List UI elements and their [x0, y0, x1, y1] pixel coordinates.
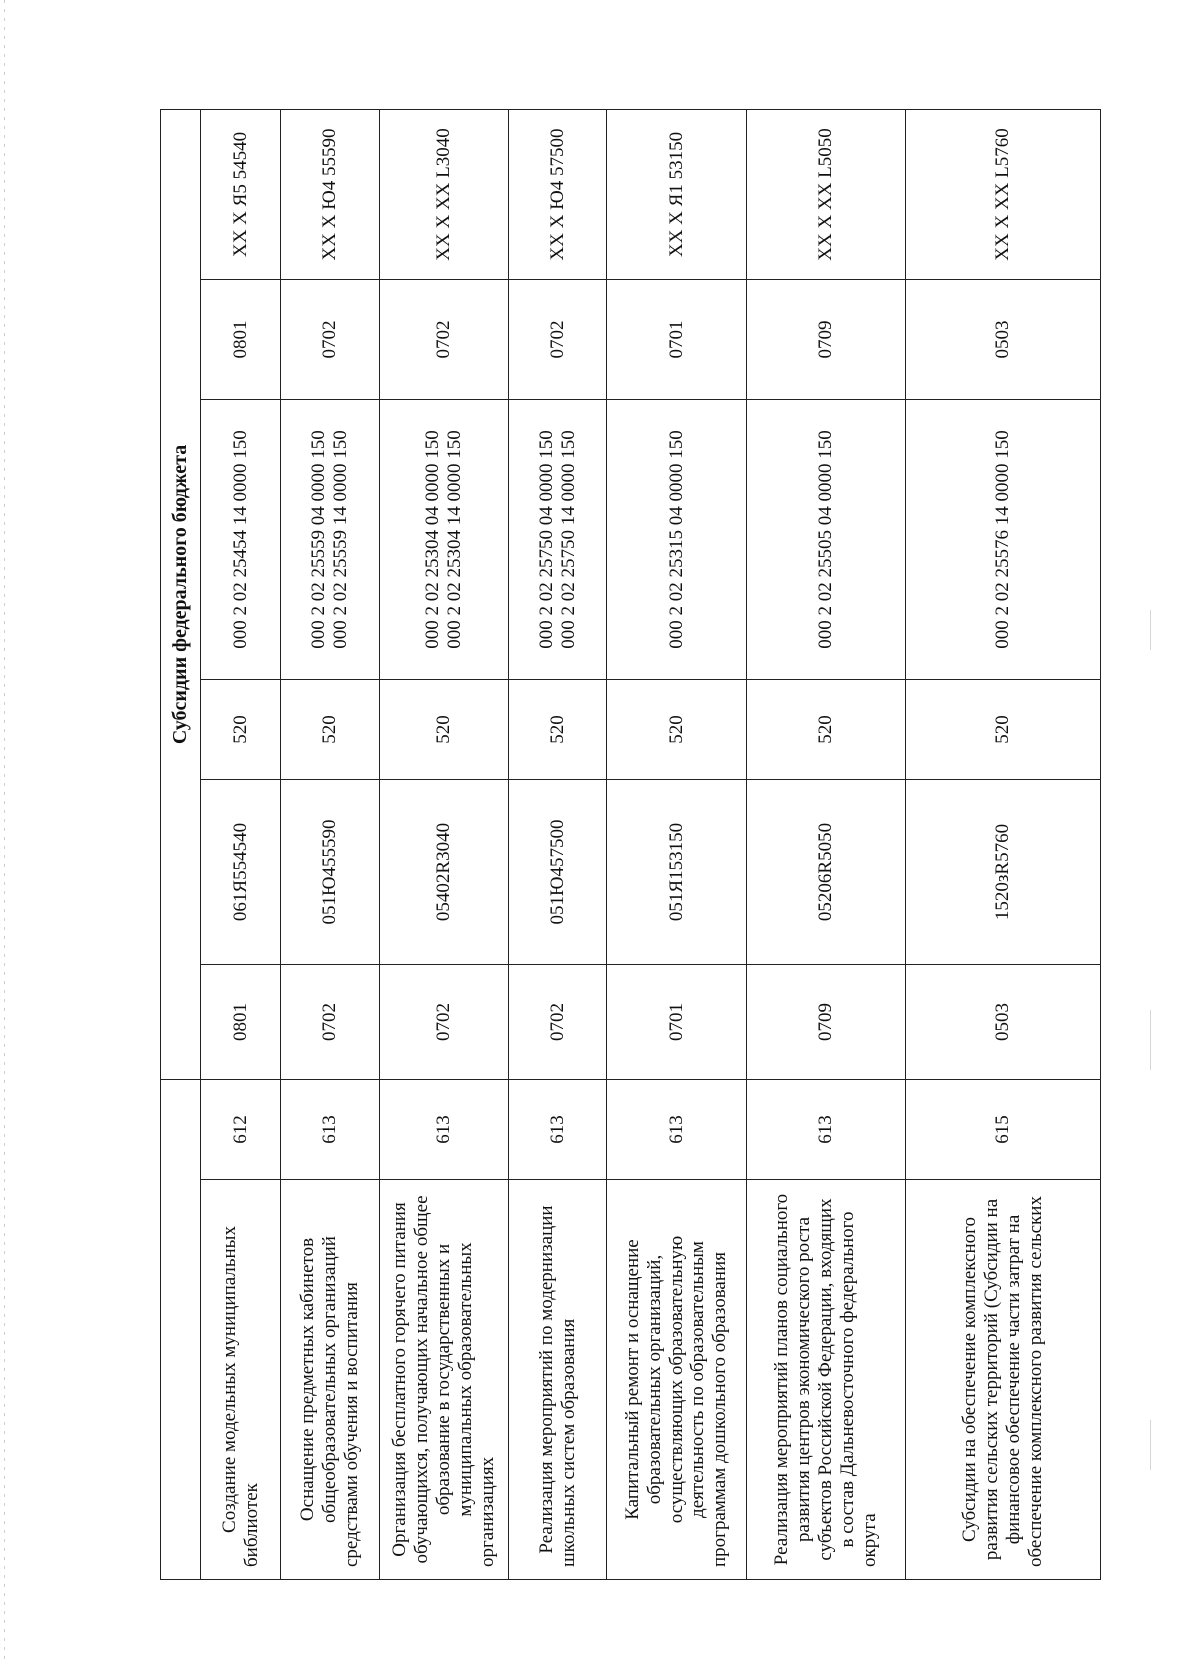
row-code3: 520	[906, 680, 1101, 780]
rotated-page-content	[160, 110, 1100, 1580]
row-target: 051Ю455590	[281, 780, 380, 965]
row-code2: 0709	[747, 965, 906, 1080]
subsidies-table	[160, 109, 1101, 1580]
row-kbk	[380, 400, 509, 680]
page-scan-mark	[1150, 610, 1151, 650]
row-code1: 613	[281, 1080, 380, 1180]
row-kbk-line: 000 2 02 25304 14 0000 150	[444, 430, 465, 649]
header-spacer	[161, 1080, 201, 1580]
row-description: Организация бесплатного горячего питания обучающихся, получающих начальное общее образование в государственных и муниципальных образовательных организациях	[380, 1180, 509, 1580]
page-scan-mark	[1150, 1420, 1151, 1470]
row-description: Капитальный ремонт и оснащение образовательных организаций, осуществляющих образовательную деятельность по образовательным программам дошкольного образования	[607, 1180, 747, 1580]
row-kbk	[607, 400, 747, 680]
row-code5: XX X Ю4 55590	[281, 109, 380, 279]
table-row	[201, 109, 281, 1579]
row-target: 05402R3040	[380, 780, 509, 965]
row-code4: 0709	[747, 280, 906, 400]
page-edge-mark	[4, 0, 5, 1665]
row-kbk-line: 000 2 02 25559 04 0000 150	[308, 430, 330, 649]
row-kbk-line: 000 2 02 25559 14 0000 150	[330, 430, 351, 649]
row-code2: 0801	[201, 965, 281, 1080]
row-description: Реализация мероприятий по модернизации школьных систем образования	[509, 1180, 607, 1580]
row-kbk	[747, 400, 906, 680]
row-kbk-line: 000 2 02 25315 04 0000 150	[665, 430, 687, 649]
row-code5: XX X XX L5760	[906, 109, 1101, 279]
row-kbk-line: 000 2 02 25304 04 0000 150	[422, 430, 444, 649]
row-kbk	[281, 400, 380, 680]
row-code4: 0701	[607, 280, 747, 400]
row-code4: 0702	[281, 280, 380, 400]
row-kbk-line: 000 2 02 25454 14 0000 150	[229, 430, 251, 649]
row-code1: 612	[201, 1080, 281, 1180]
row-code5: XX X XX L5050	[747, 109, 906, 279]
table-row	[380, 109, 509, 1579]
row-code3: 520	[380, 680, 509, 780]
row-code2: 0702	[509, 965, 607, 1080]
row-code3: 520	[201, 680, 281, 780]
row-kbk-line: 000 2 02 25750 14 0000 150	[557, 430, 579, 649]
table-row	[607, 109, 747, 1579]
row-target: 051Ю457500	[509, 780, 607, 965]
row-target: 05206R5050	[747, 780, 906, 965]
row-code2: 0503	[906, 965, 1101, 1080]
table-row	[747, 109, 906, 1579]
page-scan-mark	[1150, 1010, 1151, 1070]
row-code3: 520	[607, 680, 747, 780]
table-row	[509, 109, 607, 1579]
row-kbk-line: 000 2 02 25576 14 0000 150	[992, 430, 1014, 649]
row-code5: XX X Ю4 57500	[509, 109, 607, 279]
section-title: Субсидии федерального бюджета	[161, 109, 201, 1079]
row-code2: 0702	[281, 965, 380, 1080]
row-code1: 613	[747, 1080, 906, 1180]
row-code2: 0702	[380, 965, 509, 1080]
table-row	[906, 109, 1101, 1579]
row-code1: 613	[509, 1080, 607, 1180]
row-description: Создание модельных муниципальных библиотек	[201, 1180, 281, 1580]
row-kbk	[906, 400, 1101, 680]
row-target: 051Я153150	[607, 780, 747, 965]
row-kbk-line: 000 2 02 25505 04 0000 150	[815, 430, 837, 649]
section-header-row	[161, 109, 201, 1579]
row-code5: XX X Я5 54540	[201, 109, 281, 279]
row-code4: 0503	[906, 280, 1101, 400]
row-code1: 615	[906, 1080, 1101, 1180]
row-code3: 520	[747, 680, 906, 780]
row-target: 1520зR5760	[906, 780, 1101, 965]
row-code2: 0701	[607, 965, 747, 1080]
table-row	[281, 109, 380, 1579]
row-code1: 613	[607, 1080, 747, 1180]
row-kbk	[201, 400, 281, 680]
row-code1: 613	[380, 1080, 509, 1180]
row-code4: 0702	[509, 280, 607, 400]
row-kbk-line: 000 2 02 25750 04 0000 150	[535, 430, 557, 649]
row-code4: 0801	[201, 280, 281, 400]
row-code5: XX X XX L3040	[380, 109, 509, 279]
row-description: Субсидии на обеспечение комплексного развития сельских территорий (Субсидии на финансовое обеспечение части затрат на обеспечение комплексного развития сельских	[906, 1180, 1101, 1580]
row-description: Оснащение предметных кабинетов общеобразовательных организаций средствами обучения и воспитания	[281, 1180, 380, 1580]
row-code5: XX X Я1 53150	[607, 109, 747, 279]
row-kbk	[509, 400, 607, 680]
row-target: 061Я554540	[201, 780, 281, 965]
row-code3: 520	[509, 680, 607, 780]
row-code4: 0702	[380, 280, 509, 400]
row-description: Реализация мероприятий планов социального развития центров экономического роста субъектов Российской Федерации, входящих в состав Дальневосточного федерального округа	[747, 1180, 906, 1580]
row-code3: 520	[281, 680, 380, 780]
